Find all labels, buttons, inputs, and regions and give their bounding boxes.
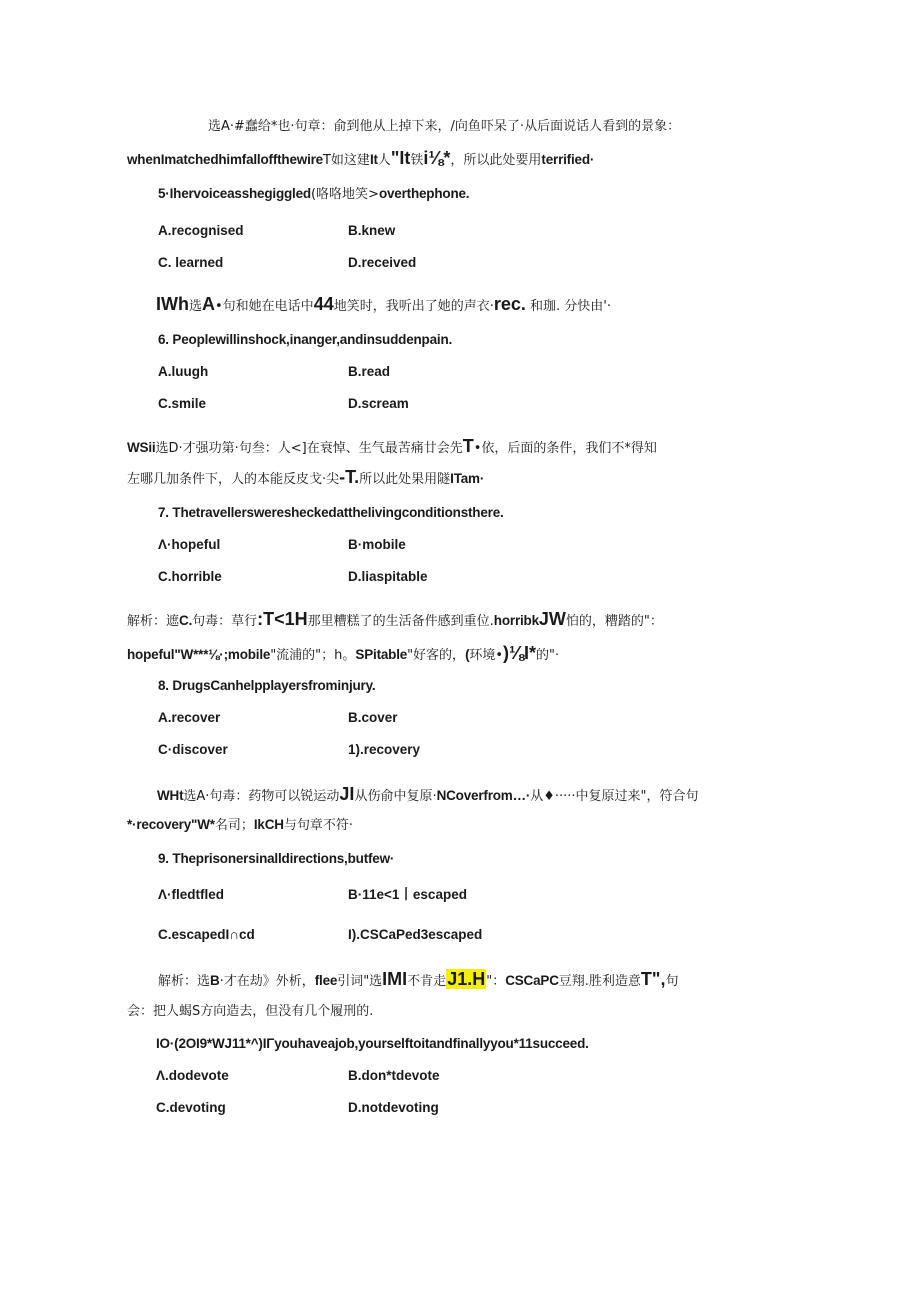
- text-segment: 的"·: [536, 648, 560, 663]
- text-segment: youhaveajob,yourselftoitandfinallyyou*11succeed.: [274, 1036, 589, 1051]
- text-segment: "好客的，: [407, 648, 466, 663]
- q7-option-c: C.horrible: [158, 569, 222, 584]
- text-segment: 解析：选: [158, 974, 211, 989]
- text-segment: )⅛I*: [503, 643, 537, 663]
- q9-option-d: I).CSCaPed3escaped: [348, 927, 483, 942]
- text-segment: 环境•: [469, 648, 504, 663]
- text-segment: (咯咯地笑>: [310, 187, 379, 202]
- text-segment: •依，后面的条件，我们不*得知: [473, 441, 657, 456]
- text-segment: ITam·: [450, 471, 485, 486]
- text-segment: 8. DrugsCanhelpplayersfrominjury.: [158, 678, 376, 693]
- text-segment: hopeful"W***⅛·;mobile: [127, 647, 271, 662]
- text-segment: •句和她在电话中: [215, 299, 314, 314]
- q10-option-c: C.devoting: [156, 1100, 226, 1115]
- text-segment: A: [202, 294, 216, 314]
- explanation-q8-line2: [127, 816, 353, 835]
- text-segment: T如这建: [322, 153, 370, 168]
- question-5-stem: [158, 185, 469, 204]
- q10-option-b: B.don*tdevote: [348, 1068, 440, 1083]
- text-segment: 从♦·····中复原过来"，符合句: [530, 789, 699, 804]
- explanation-q6-line2: [127, 468, 484, 489]
- text-segment: rec.: [493, 294, 526, 314]
- explanation-q9-line2: [127, 1002, 373, 1021]
- text-segment: 那里糟糕了的生活备件感到重位.: [307, 614, 494, 629]
- text-segment: "It: [390, 148, 411, 168]
- text-segment: flee: [314, 973, 338, 988]
- q9-option-c: C.escapedI∩cd: [158, 927, 255, 942]
- q5-option-c: C. learned: [158, 255, 224, 270]
- text-segment: 7. Thetravellersweresheckedatthelivingconditionsthere.: [158, 505, 504, 520]
- q7-option-b: B·mobile: [348, 537, 406, 552]
- text-segment: JW: [538, 609, 566, 629]
- question-7-stem: [158, 504, 504, 522]
- text-segment: 不肯走: [407, 974, 447, 989]
- text-segment: Γ: [266, 1036, 275, 1051]
- text-segment: T",: [640, 969, 666, 989]
- text-segment: 句毒：草行: [192, 614, 258, 629]
- text-segment: 和珈. 分快由'·: [525, 299, 611, 314]
- text-segment: IWh: [156, 294, 189, 314]
- text-segment: 引词"选: [337, 974, 383, 989]
- text-segment: ·才在劫》外析，: [219, 974, 315, 989]
- q6-option-b: B.read: [348, 364, 391, 379]
- q8-option-d: 1).recovery: [348, 742, 421, 757]
- q5-option-d: D.received: [348, 255, 417, 270]
- q10-option-d: D.notdevoting: [348, 1100, 439, 1115]
- explanation-q5: [156, 295, 611, 316]
- text-segment: 左哪几加条件下，人的本能反皮戈·尖: [127, 472, 340, 487]
- q6-option-d: D.scream: [348, 396, 409, 411]
- explanation-q4-line2: [127, 149, 594, 170]
- text-segment: :T<1H: [257, 609, 308, 629]
- text-segment: 名司；: [214, 818, 254, 833]
- text-segment: SPitable: [355, 647, 408, 662]
- text-segment: -T.: [339, 467, 360, 487]
- text-segment: "：: [486, 974, 506, 989]
- q8-option-a: A.recover: [158, 710, 221, 725]
- text-segment: 地笑时，我听出了她的声衣·: [333, 299, 494, 314]
- q9-option-a: Λ·fledtfled: [158, 887, 224, 902]
- text-segment: WHt: [157, 788, 184, 803]
- text-segment: JI: [339, 784, 355, 804]
- text-segment: terrified·: [541, 152, 595, 167]
- text-segment: 会：把人蝎S方向造去，但没有几个履刑的.: [127, 1004, 374, 1019]
- text-segment: 选A·#蠢给*也·句章：俞到他从上掉下来，/向鱼吓呆了·从后面说话人看到的景象：: [208, 119, 681, 134]
- text-segment: IMI: [382, 969, 408, 989]
- text-segment: ，所以此处要用: [450, 153, 542, 168]
- q8-option-b: B.cover: [348, 710, 398, 725]
- text-segment: CSCaPC: [505, 973, 559, 988]
- q5-option-a: A.recognised: [158, 223, 244, 238]
- q8-option-c: C·discover: [158, 742, 228, 757]
- q6-option-c: C.smile: [158, 396, 207, 411]
- explanation-q4-line1: [208, 117, 680, 136]
- text-segment: 与句章不符·: [283, 818, 353, 833]
- question-10-stem: [156, 1035, 589, 1053]
- text-segment: 选D·才强功第·句叁：人<]在衰悼、生气最苦痛廿会先: [155, 441, 463, 456]
- text-segment: whenImatchedhimfalloffthewire: [127, 152, 323, 167]
- text-segment: i⅛*: [423, 148, 451, 168]
- text-segment: 44: [313, 294, 334, 314]
- text-segment: horribk: [493, 613, 539, 628]
- highlighted-text: J1.H: [447, 969, 486, 989]
- text-segment: 选: [189, 299, 203, 314]
- text-segment: 从伤俞中复原·: [354, 789, 437, 804]
- text-segment: C.: [179, 613, 193, 628]
- text-segment: 句: [665, 974, 679, 989]
- q7-option-a: Λ·hopeful: [158, 537, 221, 552]
- explanation-q7-line1: [127, 610, 663, 631]
- q6-option-a: A.luugh: [158, 364, 209, 379]
- explanation-q9-line1: [158, 970, 678, 991]
- text-segment: IkCH: [253, 817, 284, 832]
- question-8-stem: [158, 677, 375, 695]
- q9-option-b: B·11e<1丨escaped: [348, 887, 467, 902]
- text-segment: It: [369, 152, 378, 167]
- text-segment: WSii: [127, 440, 156, 455]
- text-segment: 5·Ihervoiceasshegiggled: [158, 186, 311, 201]
- text-segment: NCoverfrom…·: [436, 788, 531, 803]
- text-segment: IO·(2OI9*WJ11*^)I: [156, 1036, 267, 1051]
- text-segment: overthephone.: [378, 186, 470, 201]
- text-segment: 怕的，糟踏的"：: [565, 614, 663, 629]
- question-6-stem: [158, 331, 452, 349]
- text-segment: 选A·句毒：药物可以锐运动: [183, 789, 340, 804]
- text-segment: 6. Peoplewillinshock,inanger,andinsuddenpain.: [158, 332, 453, 347]
- text-segment: B: [210, 973, 220, 988]
- explanation-q8-line1: [157, 785, 699, 806]
- text-segment: "流浦的"；h。: [270, 648, 356, 663]
- text-segment: 豆翔.胜利造意: [558, 974, 641, 989]
- text-segment: 9. Theprisonersinalldirections,butfew·: [158, 851, 395, 866]
- text-segment: 解析：遮: [127, 614, 180, 629]
- q10-option-a: Λ.dodevote: [156, 1068, 229, 1083]
- text-segment: 人: [377, 153, 391, 168]
- text-segment: 所以此处果用隧: [359, 472, 451, 487]
- explanation-q7-line2: [127, 644, 559, 665]
- question-9-stem: [158, 850, 394, 868]
- text-segment: *·recovery"W*: [127, 817, 215, 832]
- q7-option-d: D.liaspitable: [348, 569, 428, 584]
- q5-option-b: B.knew: [348, 223, 396, 238]
- text-segment: (: [465, 647, 470, 662]
- text-segment: 铁: [410, 153, 424, 168]
- explanation-q6-line1: [127, 437, 657, 458]
- text-segment: T: [462, 436, 474, 456]
